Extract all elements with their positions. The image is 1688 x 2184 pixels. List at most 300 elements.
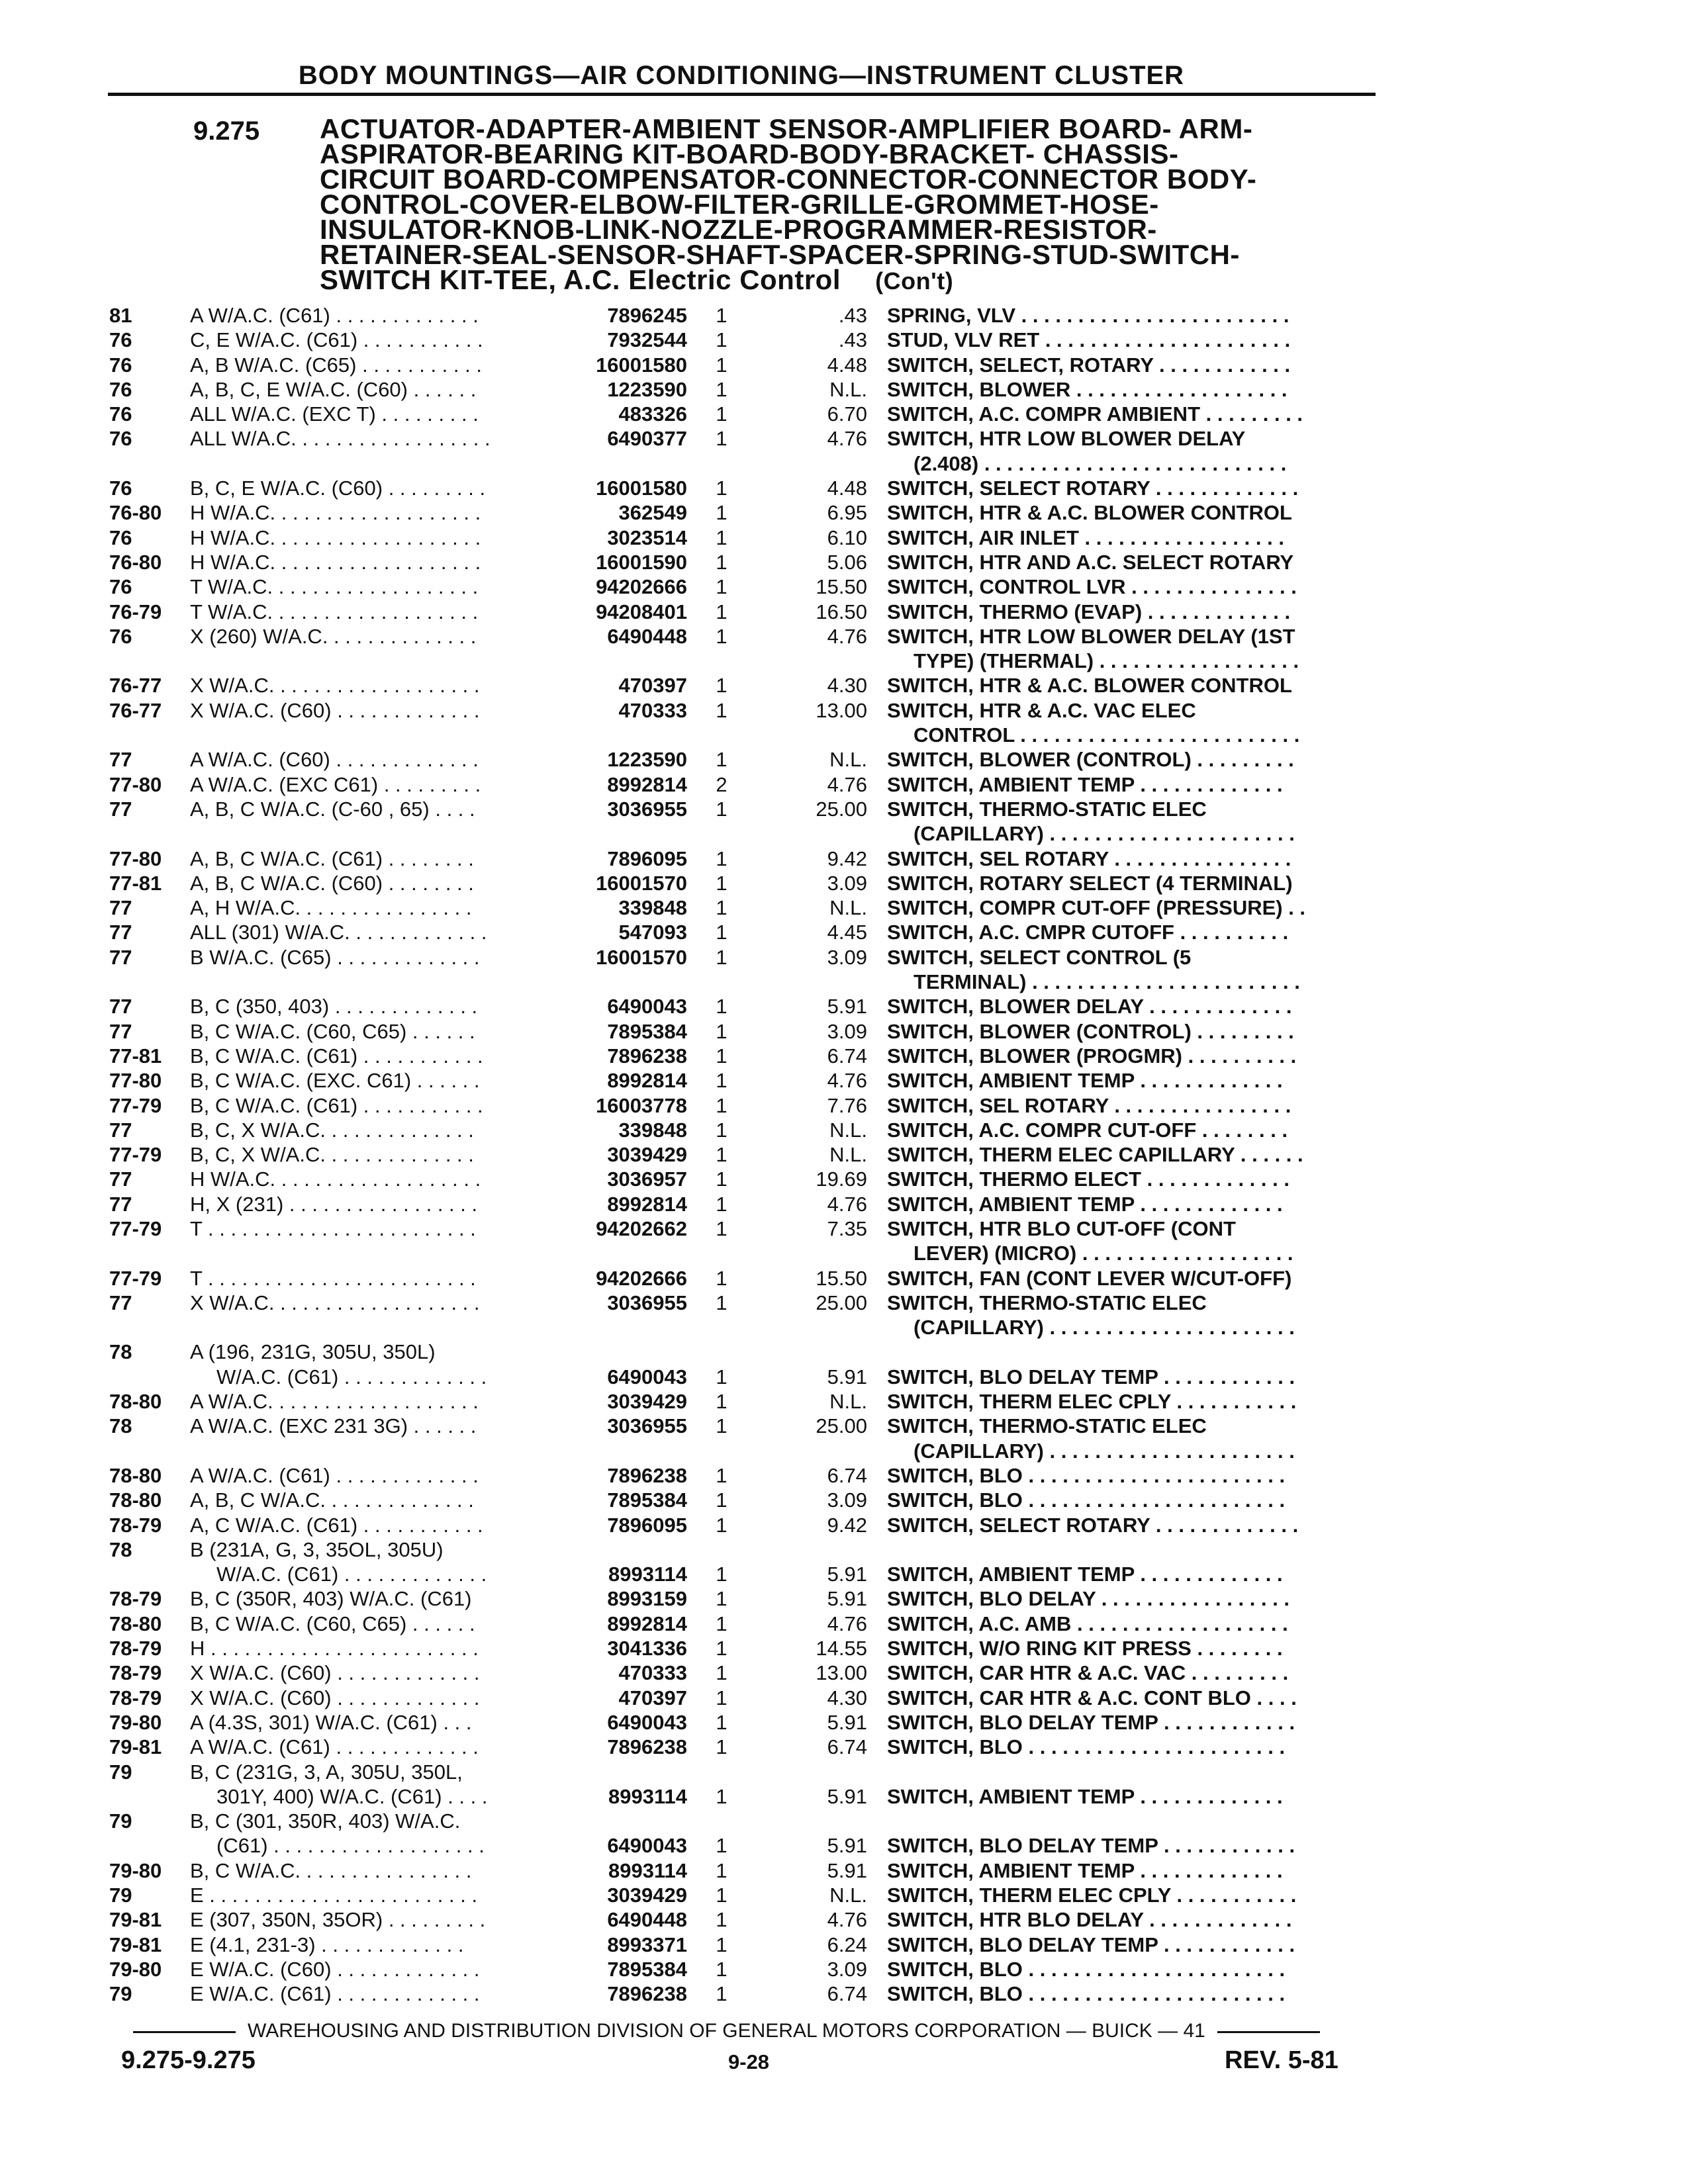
table-row	[0, 1858, 1688, 1883]
description: SWITCH, AMBIENT TEMP . . . . . . . . . . . . .	[887, 1192, 1283, 1216]
table-row	[0, 920, 1688, 944]
part-number: 3036955	[607, 1414, 687, 1438]
description: SWITCH, AMBIENT TEMP . . . . . . . . . . . . .	[887, 1858, 1283, 1882]
description: SWITCH, BLO DELAY TEMP . . . . . . . . . . . .	[887, 1710, 1295, 1734]
section-title-line: CIRCUIT BOARD-COMPENSATOR-CONNECTOR-CONNECTOR BODY-	[320, 163, 1257, 195]
model-year: 79	[109, 1982, 132, 2006]
description: SWITCH, A.C. COMPR CUT-OFF . . . . . . . .	[887, 1118, 1288, 1142]
price: 15.50	[816, 1266, 867, 1290]
description: CONTROL . . . . . . . . . . . . . . . . . . . . . . . . .	[914, 723, 1300, 747]
part-number: 7896095	[607, 1513, 687, 1537]
part-number: 6490043	[607, 995, 687, 1019]
part-number: 8992814	[607, 772, 687, 796]
description: SWITCH, HTR & A.C. BLOWER CONTROL	[887, 674, 1292, 698]
table-row	[0, 1266, 1688, 1291]
application: A, B, C W/A.C. . . . . . . . . . . . . .	[190, 1488, 474, 1512]
application: A, C W/A.C. (C61) . . . . . . . . . . .	[190, 1513, 483, 1537]
quantity: 1	[716, 1637, 727, 1661]
price: 3.09	[827, 945, 867, 969]
table-row	[0, 1636, 1688, 1661]
description: SWITCH, THERM ELEC CPLY . . . . . . . . . . .	[887, 1884, 1297, 1907]
quantity: 1	[716, 1044, 727, 1068]
model-year: 77	[109, 1019, 132, 1043]
application: A W/A.C. . . . . . . . . . . . . . . . . . .	[190, 1390, 479, 1414]
header-divider	[108, 93, 1376, 96]
table-row	[0, 1981, 1688, 2006]
section-title-line: RETAINER-SEAL-SENSOR-SHAFT-SPACER-SPRING-STUD-SWITCH-	[320, 239, 1240, 270]
model-year: 77	[109, 945, 132, 969]
quantity: 1	[716, 1488, 727, 1512]
application: E (4.1, 231-3) . . . . . . . . . . . . .	[190, 1933, 464, 1956]
description: SWITCH, HTR & A.C. VAC ELEC	[887, 698, 1196, 722]
application: A W/A.C. (C61) . . . . . . . . . . . . .	[190, 304, 479, 327]
application: B, C (350R, 403) W/A.C. (C61)	[190, 1587, 472, 1611]
part-number: 3039429	[607, 1390, 687, 1414]
application: B W/A.C. (C65) . . . . . . . . . . . . .	[190, 945, 480, 969]
part-number: 94202662	[596, 1216, 687, 1240]
price: 4.76	[827, 772, 867, 796]
description: SWITCH, THERMO ELECT . . . . . . . . . . . . .	[887, 1167, 1289, 1191]
description: SWITCH, THERMO-STATIC ELEC	[887, 1291, 1207, 1314]
model-year: 76-80	[109, 550, 162, 574]
table-row	[0, 1291, 1688, 1315]
table-row	[0, 1167, 1688, 1191]
table-row	[0, 303, 1688, 328]
quantity: 1	[716, 1735, 727, 1759]
quantity: 1	[716, 945, 727, 969]
model-year: 77-80	[109, 1069, 162, 1093]
table-row	[0, 1760, 1688, 1784]
application: B, C W/A.C. (C61) . . . . . . . . . . .	[190, 1093, 483, 1117]
description: SWITCH, BLO . . . . . . . . . . . . . . . . . . . . . . .	[887, 1982, 1286, 2006]
price: 9.42	[827, 846, 867, 870]
part-number: 470333	[618, 698, 687, 722]
price: 3.09	[827, 871, 867, 895]
table-row	[0, 649, 1688, 673]
description: SWITCH, AMBIENT TEMP . . . . . . . . . . . . .	[887, 1784, 1283, 1808]
quantity: 1	[716, 797, 727, 821]
part-number: 7896238	[607, 1463, 687, 1487]
part-number: 16003778	[596, 1093, 687, 1117]
application: 301Y, 400) W/A.C. (C61) . . . .	[216, 1784, 488, 1808]
table-row	[0, 723, 1688, 747]
quantity: 1	[716, 1266, 727, 1290]
part-number: 6490377	[607, 427, 687, 451]
table-row	[0, 772, 1688, 797]
price: 4.30	[827, 1686, 867, 1709]
quantity: 1	[716, 921, 727, 944]
application: E W/A.C. (C60) . . . . . . . . . . . . .	[190, 1957, 480, 1981]
description: STUD, VLV RET . . . . . . . . . . . . . . . . . . . . . .	[887, 328, 1291, 352]
price: 15.50	[816, 575, 867, 599]
part-number: 8992814	[607, 1069, 687, 1093]
description: SWITCH, AMBIENT TEMP . . . . . . . . . . . . .	[887, 1563, 1283, 1586]
model-year: 79	[109, 1884, 132, 1907]
description: SWITCH, BLOWER (PROGMR) . . . . . . . . . .	[887, 1044, 1297, 1068]
description: SWITCH, SELECT, ROTARY . . . . . . . . . . . .	[887, 353, 1291, 377]
application: B, C, X W/A.C. . . . . . . . . . . . . .	[190, 1118, 474, 1142]
quantity: 1	[716, 477, 727, 500]
model-year: 76	[109, 353, 132, 377]
model-year: 76-80	[109, 501, 162, 525]
application: A, B, C W/A.C. (C60) . . . . . . . .	[190, 871, 474, 895]
model-year: 76	[109, 525, 132, 549]
part-number: 16001570	[596, 945, 687, 969]
model-year: 77-80	[109, 772, 162, 796]
description: TYPE) (THERMAL) . . . . . . . . . . . . . . . . . .	[914, 649, 1299, 673]
part-number: 8993159	[607, 1587, 687, 1611]
description: SWITCH, BLOWER (CONTROL) . . . . . . . . .	[887, 1019, 1294, 1043]
part-number: 94202666	[596, 1266, 687, 1290]
application: H W/A.C. . . . . . . . . . . . . . . . . . .	[190, 501, 481, 525]
model-year: 79-81	[109, 1735, 162, 1759]
description: (2.408) . . . . . . . . . . . . . . . . . . . . . . . . . . .	[914, 451, 1287, 475]
price: 3.09	[827, 1957, 867, 1981]
table-row	[0, 1883, 1688, 1907]
model-year: 77	[109, 896, 132, 920]
footer-publisher	[121, 2020, 1372, 2042]
table-row	[0, 624, 1688, 649]
price: 9.42	[827, 1513, 867, 1537]
quantity: 1	[716, 328, 727, 352]
description: SWITCH, HTR LOW BLOWER DELAY (1ST	[887, 624, 1295, 648]
quantity: 1	[716, 1390, 727, 1414]
description: SWITCH, BLO DELAY TEMP . . . . . . . . . . . .	[887, 1933, 1295, 1956]
price: 6.74	[827, 1735, 867, 1759]
part-number: 362549	[618, 501, 687, 525]
quantity: 1	[716, 1192, 727, 1216]
table-row	[0, 1093, 1688, 1118]
price: 13.00	[816, 698, 867, 722]
table-row	[0, 1833, 1688, 1858]
table-row	[0, 1068, 1688, 1093]
description: TERMINAL) . . . . . . . . . . . . . . . . . . . . . . . .	[914, 970, 1300, 994]
price: 19.69	[816, 1167, 867, 1191]
model-year: 76-77	[109, 698, 162, 722]
application: X W/A.C. (C60) . . . . . . . . . . . . .	[190, 698, 480, 722]
description: SWITCH, HTR BLO DELAY . . . . . . . . . . . . .	[887, 1908, 1292, 1932]
description: SWITCH, BLO . . . . . . . . . . . . . . . . . . . . . . .	[887, 1488, 1286, 1512]
table-row	[0, 328, 1688, 352]
part-number: 6490043	[607, 1834, 687, 1858]
price: N.L.	[829, 1390, 867, 1414]
quantity: 1	[716, 1291, 727, 1314]
application: A, B W/A.C. (C65) . . . . . . . . . . .	[190, 353, 482, 377]
price: 4.48	[827, 353, 867, 377]
part-number: 6490448	[607, 1908, 687, 1932]
application: B, C (350, 403) . . . . . . . . . . . . .	[190, 995, 478, 1019]
quantity: 1	[716, 1858, 727, 1882]
table-row	[0, 500, 1688, 525]
description: SWITCH, BLO . . . . . . . . . . . . . . . . . . . . . . .	[887, 1463, 1286, 1487]
table-row	[0, 1488, 1688, 1512]
table-row	[0, 895, 1688, 920]
price: 5.91	[827, 1365, 867, 1388]
application: B (231A, G, 3, 35OL, 305U)	[190, 1537, 444, 1561]
quantity: 1	[716, 525, 727, 549]
model-year: 77	[109, 1291, 132, 1314]
application: H W/A.C. . . . . . . . . . . . . . . . . . .	[190, 1167, 481, 1191]
footer-revision: REV. 5-81	[1225, 2046, 1338, 2074]
table-row	[0, 1216, 1688, 1241]
application: A, H W/A.C. . . . . . . . . . . . . . . .	[190, 896, 472, 920]
quantity: 1	[716, 896, 727, 920]
table-row	[0, 1340, 1688, 1364]
part-number: 7895384	[607, 1019, 687, 1043]
application: W/A.C. (C61) . . . . . . . . . . . . .	[216, 1365, 487, 1388]
table-row	[0, 1365, 1688, 1389]
table-row	[0, 1463, 1688, 1488]
section-title-line	[320, 264, 1352, 295]
part-number: 7896238	[607, 1982, 687, 2006]
quantity: 1	[716, 624, 727, 648]
application: B, C, E W/A.C. (C60) . . . . . . . . .	[190, 477, 486, 500]
quantity: 1	[716, 1612, 727, 1635]
table-row	[0, 1513, 1688, 1537]
description: SWITCH, FAN (CONT LEVER W/CUT-OFF)	[887, 1266, 1292, 1290]
application: A, B, C W/A.C. (C-60 , 65) . . . .	[190, 797, 475, 821]
model-year: 77-79	[109, 1093, 162, 1117]
model-year: 77	[109, 921, 132, 944]
application: A (4.3S, 301) W/A.C. (C61) . . .	[190, 1710, 472, 1734]
part-number: 7895384	[607, 1488, 687, 1512]
table-row	[0, 1735, 1688, 1759]
application: H . . . . . . . . . . . . . . . . . . . . . . . .	[190, 1637, 479, 1661]
part-number: 7932544	[607, 328, 687, 352]
table-row	[0, 451, 1688, 476]
part-number: 6490043	[607, 1710, 687, 1734]
model-year: 76-77	[109, 674, 162, 698]
footer-publisher-text: WAREHOUSING AND DISTRIBUTION DIVISION OF GENERAL MOTORS CORPORATION — BUICK — 41	[248, 2020, 1205, 2042]
part-number: 16001590	[596, 550, 687, 574]
description: SWITCH, SEL ROTARY . . . . . . . . . . . . . . . .	[887, 1093, 1291, 1117]
table-row	[0, 1414, 1688, 1438]
quantity: 1	[716, 1563, 727, 1586]
model-year: 77-79	[109, 1143, 162, 1167]
part-number: 8993114	[608, 1563, 687, 1586]
model-year: 79	[109, 1760, 132, 1784]
application: A (196, 231G, 305U, 350L)	[190, 1340, 436, 1364]
quantity: 1	[716, 501, 727, 525]
price: 25.00	[816, 797, 867, 821]
description: SWITCH, BLO DELAY . . . . . . . . . . . . . . . . .	[887, 1587, 1290, 1611]
description: SWITCH, COMPR CUT-OFF (PRESSURE) . .	[887, 896, 1306, 920]
part-number: 7896095	[607, 846, 687, 870]
description: SWITCH, AIR INLET . . . . . . . . . . . . . . . . . .	[887, 525, 1284, 549]
application: ALL (301) W/A.C. . . . . . . . . . . . .	[190, 921, 487, 944]
application: X (260) W/A.C. . . . . . . . . . . . . .	[190, 624, 477, 648]
quantity: 1	[716, 1019, 727, 1043]
quantity: 1	[716, 600, 727, 623]
model-year: 76	[109, 328, 132, 352]
model-year: 78-79	[109, 1661, 162, 1685]
part-number: 7896238	[607, 1044, 687, 1068]
quantity: 1	[716, 1143, 727, 1167]
price: 6.74	[827, 1044, 867, 1068]
application: X W/A.C. (C60) . . . . . . . . . . . . .	[190, 1686, 480, 1709]
quantity: 1	[716, 1513, 727, 1537]
application: C, E W/A.C. (C61) . . . . . . . . . . .	[190, 328, 483, 352]
part-number: 16001580	[596, 477, 687, 500]
quantity: 1	[716, 1908, 727, 1932]
table-row	[0, 574, 1688, 599]
quantity: 1	[716, 550, 727, 574]
table-row	[0, 673, 1688, 698]
part-number: 470397	[618, 1686, 687, 1709]
price: 4.76	[827, 427, 867, 451]
application: A W/A.C. (EXC C61) . . . . . . . . .	[190, 772, 481, 796]
price: 6.74	[827, 1463, 867, 1487]
model-year: 78-79	[109, 1686, 162, 1709]
application: (C61) . . . . . . . . . . . . . . . . . . .	[216, 1834, 485, 1858]
price: 6.95	[827, 501, 867, 525]
quantity: 1	[716, 698, 727, 722]
part-number: 339848	[618, 1118, 687, 1142]
table-row	[0, 1439, 1688, 1463]
quantity: 1	[716, 1982, 727, 2006]
price: 4.76	[827, 1069, 867, 1093]
part-number: 6490448	[607, 624, 687, 648]
quantity: 1	[716, 871, 727, 895]
model-year: 78	[109, 1340, 132, 1364]
part-number: 470397	[618, 674, 687, 698]
table-row	[0, 1957, 1688, 1981]
model-year: 76	[109, 427, 132, 451]
quantity: 1	[716, 995, 727, 1019]
model-year: 77-79	[109, 1216, 162, 1240]
table-row	[0, 1586, 1688, 1611]
model-year: 78-80	[109, 1463, 162, 1487]
description: SWITCH, W/O RING KIT PRESS . . . . . . . .	[887, 1637, 1283, 1661]
application: W/A.C. (C61) . . . . . . . . . . . . .	[216, 1563, 487, 1586]
description: SWITCH, HTR BLO CUT-OFF (CONT	[887, 1216, 1236, 1240]
table-row	[0, 1562, 1688, 1586]
application: A W/A.C. (C61) . . . . . . . . . . . . .	[190, 1463, 479, 1487]
part-number: 547093	[618, 921, 687, 944]
description: SWITCH, BLO . . . . . . . . . . . . . . . . . . . . . . .	[887, 1735, 1286, 1759]
model-year: 78-79	[109, 1513, 162, 1537]
description: SPRING, VLV . . . . . . . . . . . . . . . . . . . . . . . .	[887, 304, 1289, 327]
quantity: 1	[716, 1710, 727, 1734]
part-number: 470333	[618, 1661, 687, 1685]
model-year: 77	[109, 748, 132, 772]
table-row	[0, 1661, 1688, 1685]
description: SWITCH, AMBIENT TEMP . . . . . . . . . . . . .	[887, 772, 1283, 796]
model-year: 76	[109, 575, 132, 599]
footer-section-range: 9.275-9.275	[121, 2046, 256, 2074]
section-title-line: CONTROL-COVER-ELBOW-FILTER-GRILLE-GROMMET-HOSE-	[320, 189, 1159, 220]
model-year: 78-79	[109, 1637, 162, 1661]
price: N.L.	[829, 1143, 867, 1167]
price: 4.48	[827, 477, 867, 500]
price: 7.76	[827, 1093, 867, 1117]
price: 6.24	[827, 1933, 867, 1956]
price: 5.91	[827, 1834, 867, 1858]
quantity: 1	[716, 846, 727, 870]
table-row	[0, 1933, 1688, 1957]
part-number: 3036957	[607, 1167, 687, 1191]
quantity: 1	[716, 353, 727, 377]
model-year: 78-80	[109, 1488, 162, 1512]
part-number: 94202666	[596, 575, 687, 599]
table-row	[0, 1389, 1688, 1414]
price: 25.00	[816, 1291, 867, 1314]
price: N.L.	[829, 1884, 867, 1907]
part-number: 3041336	[607, 1637, 687, 1661]
description: LEVER) (MICRO) . . . . . . . . . . . . . . . . . . .	[914, 1242, 1293, 1265]
price: 4.76	[827, 624, 867, 648]
part-number: 3036955	[607, 797, 687, 821]
table-row	[0, 698, 1688, 723]
description: SWITCH, BLO DELAY TEMP . . . . . . . . . . . .	[887, 1365, 1295, 1388]
description: SWITCH, CONTROL LVR . . . . . . . . . . . . . . .	[887, 575, 1297, 599]
application: ALL W/A.C. . . . . . . . . . . . . . . . . .	[190, 427, 491, 451]
description: SWITCH, HTR AND A.C. SELECT ROTARY	[887, 550, 1294, 574]
part-number: 7896238	[607, 1735, 687, 1759]
price: 4.76	[827, 1908, 867, 1932]
table-row	[0, 821, 1688, 846]
part-number: 16001580	[596, 353, 687, 377]
section-title-line: INSULATOR-KNOB-LINK-NOZZLE-PROGRAMMER-RESISTOR-	[320, 214, 1157, 245]
part-number: 94208401	[596, 600, 687, 623]
part-number: 3036955	[607, 1291, 687, 1314]
quantity: 1	[716, 1365, 727, 1388]
model-year: 77-81	[109, 871, 162, 895]
model-year: 81	[109, 304, 132, 327]
application: A, B, C, E W/A.C. (C60) . . . . . .	[190, 377, 477, 401]
description: SWITCH, SEL ROTARY . . . . . . . . . . . . . . . .	[887, 846, 1291, 870]
application: E . . . . . . . . . . . . . . . . . . . . . . . .	[190, 1884, 478, 1907]
application: B, C W/A.C. (C61) . . . . . . . . . . .	[190, 1044, 483, 1068]
quantity: 1	[716, 674, 727, 698]
model-year: 78	[109, 1414, 132, 1438]
description: SWITCH, A.C. COMPR AMBIENT . . . . . . . . .	[887, 402, 1303, 426]
price: 6.10	[827, 525, 867, 549]
description: SWITCH, BLOWER (CONTROL) . . . . . . . . .	[887, 748, 1294, 772]
part-number: 3039429	[607, 1143, 687, 1167]
quantity: 1	[716, 1784, 727, 1808]
price: N.L.	[829, 748, 867, 772]
price: 6.74	[827, 1982, 867, 2006]
description: SWITCH, BLO DELAY TEMP . . . . . . . . . . . .	[887, 1834, 1295, 1858]
table-row	[0, 377, 1688, 402]
table-row	[0, 945, 1688, 970]
description: SWITCH, SELECT ROTARY . . . . . . . . . . . . .	[887, 1513, 1299, 1537]
table-row	[0, 525, 1688, 550]
part-number: 7896245	[607, 304, 687, 327]
description: SWITCH, THERMO-STATIC ELEC	[887, 1414, 1207, 1438]
price: 7.35	[827, 1216, 867, 1240]
description: SWITCH, A.C. CMPR CUTOFF . . . . . . . . . .	[887, 921, 1289, 944]
quantity: 1	[716, 748, 727, 772]
table-row	[0, 1019, 1688, 1044]
table-row	[0, 402, 1688, 426]
model-year: 79-80	[109, 1957, 162, 1981]
description: SWITCH, ROTARY SELECT (4 TERMINAL)	[887, 871, 1293, 895]
application: X W/A.C. . . . . . . . . . . . . . . . . . .	[190, 1291, 480, 1314]
table-row	[0, 1537, 1688, 1562]
description: SWITCH, CAR HTR & A.C. CONT BLO . . . .	[887, 1686, 1297, 1709]
quantity: 1	[716, 1118, 727, 1142]
table-row	[0, 1907, 1688, 1932]
quantity: 1	[716, 427, 727, 451]
application: B, C W/A.C. (C60, C65) . . . . . .	[190, 1612, 475, 1635]
price: 5.91	[827, 1563, 867, 1586]
part-number: 6490043	[607, 1365, 687, 1388]
quantity: 1	[716, 1587, 727, 1611]
price: 4.45	[827, 921, 867, 944]
application: T . . . . . . . . . . . . . . . . . . . . . . . .	[190, 1266, 476, 1290]
